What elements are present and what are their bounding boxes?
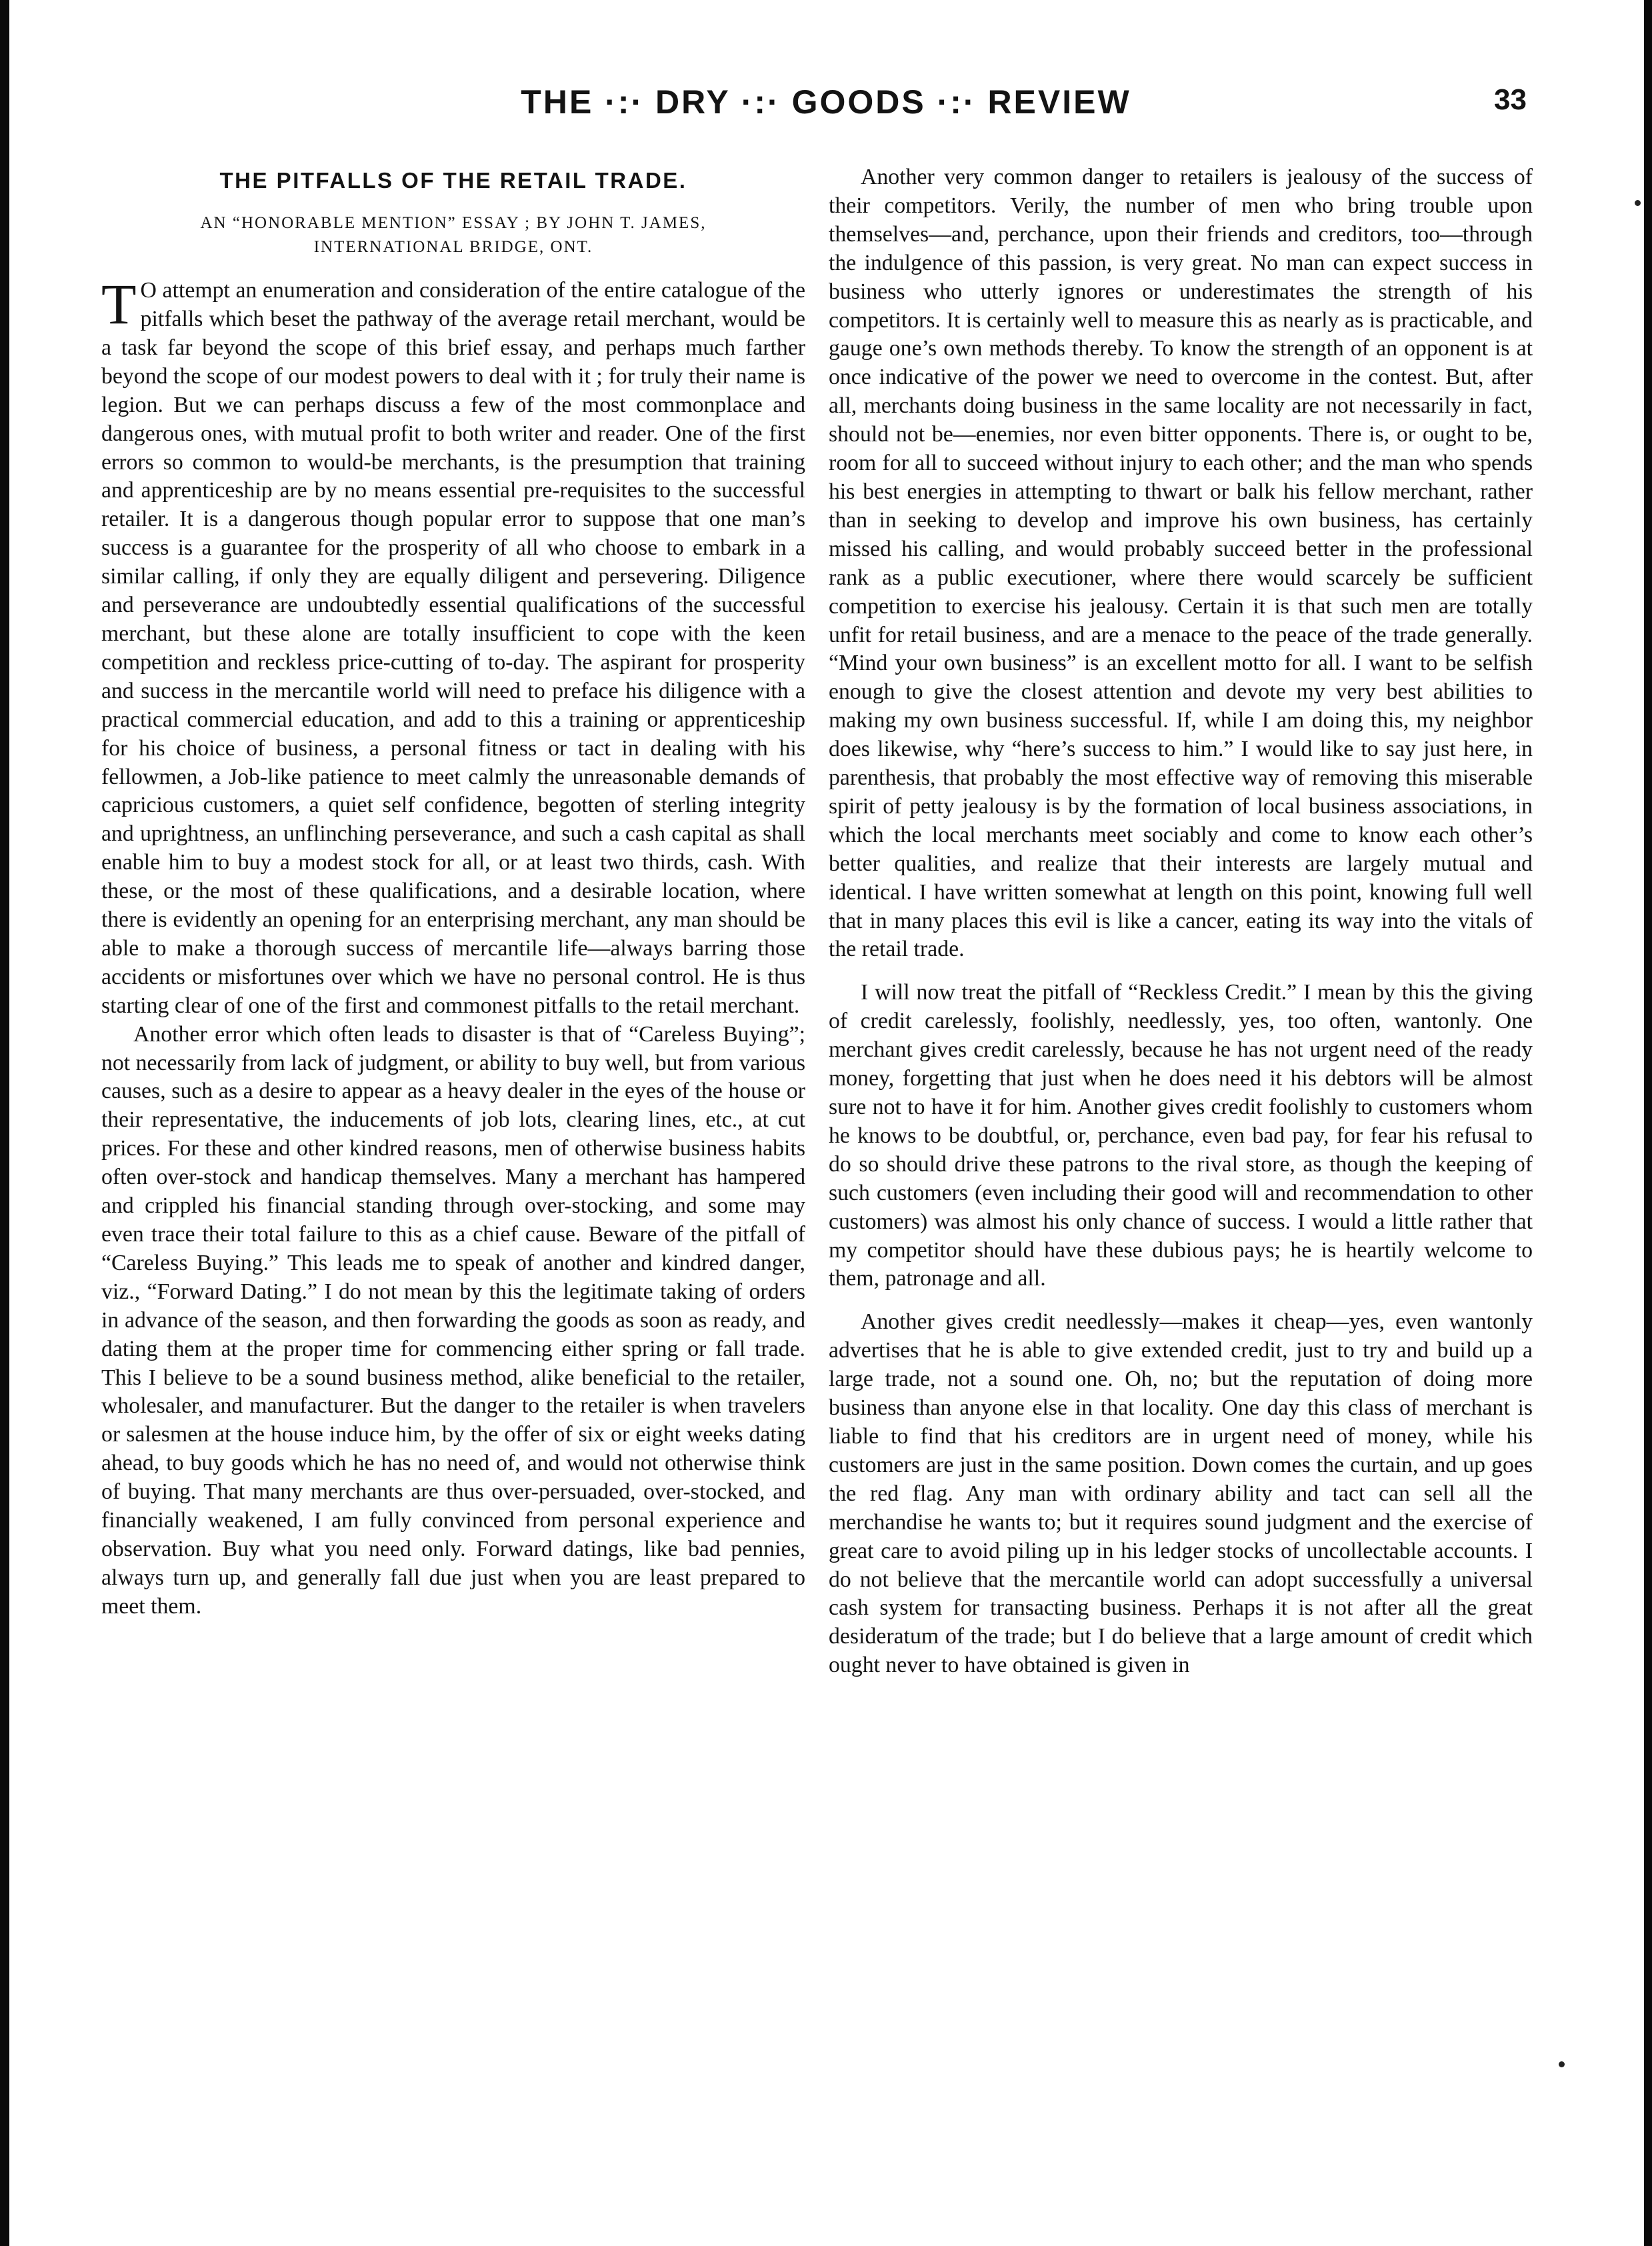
right-column <box>829 163 1533 1680</box>
scan-edge-left <box>0 0 9 2246</box>
byline <box>101 211 805 260</box>
essay-paragraph: Another error which often leads to disaster is that of “Careless Buying”; not necessarily from lack of judgment, or ability to buy well, but from various causes, such as a desire to appear as a heavy dealer in the eyes of the house or their representative, the inducements of job lots, clearing lines, etc., at cut prices. For these and other kindred reasons, men of otherwise business habits often over-stock and handicap themselves. Many a merchant has hampered and crippled his financial standing through over-stocking, and some may even trace their total failure to this as a chief cause. Beware of the pitfall of “Careless Buying.” This leads me to speak of another and kindred danger, viz., “Forward Dating.” I do not mean by this the legitimate taking of orders in advance of the season, and then forwarding the goods as soon as ready, and dating them at the proper time for commencing either spring or fall trade. This I believe to be a sound business method, alike beneficial to the retailer, wholesaler, and manufacturer. But the danger to the retailer is when travelers or salesmen at the house induce him, by the offer of six or eight weeks dating ahead, to buy goods which he has no need of, and would not otherwise think of buying. That many merchants are thus over-persuaded, over-stocked, and financially weakened, I am fully convinced from personal experience and observation. Buy what you need only. Forward datings, like bad pennies, always turn up, and generally fall due just when you are least prepared to meet them. <box>101 1021 805 1619</box>
essay-paragraph: I will now treat the pitfall of “Reckless Credit.” I mean by this the giving of credit carelessly, foolishly, needlessly, yes, too often, wantonly. One merchant gives credit carelessly, because he has not urgent need of the ready money, forgetting that just when he does need it his debtors will be almost sure not to have it for him. Another gives credit foolishly to customers whom he knows to be doubtful, or, perchance, even bad pay, for fear his refusal to do so should drive these patrons to the rival store, as though the keeping of such customers (even including their good will and recommendation to other customers) was almost his only chance of success. I would a little rather that my competitor should have these dubious pays; he is heartily welcome to them, patronage and all. <box>829 980 1533 1291</box>
essay-paragraph <box>101 272 805 1021</box>
byline-line-2: INTERNATIONAL BRIDGE, ONT. <box>313 237 593 256</box>
page-number: 33 <box>1494 83 1527 116</box>
scan-speck <box>1559 2061 1565 2067</box>
running-head: THE ·:· DRY ·:· GOODS ·:· REVIEW <box>521 83 1131 121</box>
left-column <box>101 163 805 1621</box>
byline-line-1: AN “HONORABLE MENTION” ESSAY ; BY JOHN T. JAMES, <box>200 213 707 232</box>
essay-paragraph: Another very common danger to retailers is jealousy of the success of their competitors. Verily, the number of men who bring trouble upon themselves—and, perchance, upon their friends and creditors, too—through the indulgence of this passion, is very great. No man can expect success in business who utterly ignores or underestimates the strength of his competitors. It is certainly well to measure this as nearly as is practicable, and gauge one’s own methods thereby. To know the strength of an opponent is at once indicative of the power we need to overcome in the contest. But, after all, merchants doing business in the same locality are not necessarily in fact, should not be—enemies, nor even bitter opponents. There is, or ought to be, room for all to succeed without injury to each other; and the man who spends his best energies in attempting to thwart or balk his fellow merchant, rather than in seeking to develop and improve his own business, has certainly missed his calling, and would probably succeed better in the professional rank as a public executioner, where there would scarcely be sufficient competition to exercise his jealousy. Certain it is that such men are totally unfit for retail business, and are a menace to the peace of the trade generally. “Mind your own business” is an excellent motto for all. I want to be selfish enough to give the closest attention and devote my very best abilities to making my own business successful. If, while I am doing this, my neighbor does likewise, why “here’s success to him.” I would like to say just here, in parenthesis, that probably the most effective way of removing this miserable spirit of petty jealousy is by the formation of local business associations, in which the local merchants meet sociably and come to know each other’s better qualities, and realize that their interests are largely mutual and identical. I have written somewhat at length on this point, knowing full well that in many places this evil is like a cancer, eating its way into the vitals of the retail trade. <box>829 165 1533 962</box>
scan-edge-right <box>1644 0 1652 2246</box>
scan-speck <box>1635 200 1641 206</box>
paragraph-text: O attempt an enumeration and consideration of the entire catalogue of the pitfalls which beset the pathway of the average retail merchant, would be a task far beyond the scope of this brief essay, and perhaps much farther beyond the scope of our modest powers to deal with it ; for truly their name is legion. But we can perhaps discuss a few of the most commonplace and dangerous ones, with mutual profit to both writer and reader. One of the first errors so common to would-be merchants, is the presumption that training and apprenticeship are by no means essential pre-requisites to the successful retailer. It is a dangerous though popular error to suppose that one man’s success is a guarantee for the prosperity of all who choose to embark in a similar calling, if only they are equally diligent and persevering. Diligence and perseverance are undoubtedly essential qualifications of the successful merchant, but these alone are totally insufficient to cope with the keen competition and reckless price-cutting of to-day. The aspirant for prosperity and success in the mercantile world will need to preface his diligence with a practical commercial education, and add to this a training or apprenticeship for his choice of business, a personal fitness or tact in dealing with his fellowmen, a Job-like patience to meet calmly the unreasonable demands of capricious customers, a quiet self confidence, begotten of sterling integrity and uprightness, an unflinching perseverance, and such a cash capital as shall enable him to buy a modest stock for all, or at least two thirds, cash. With these, or the most of these qualifications, and a desirable location, where there is evidently an opening for an enterprising merchant, any man should be able to make a thorough success of mercantile life—always barring those accidents or misfortunes over which we have no personal control. He is thus starting clear of one of the first and commonest pitfalls to the retail merchant. <box>101 278 805 1018</box>
drop-cap: T <box>101 272 137 337</box>
essay-paragraph: Another gives credit needlessly—makes it cheap—yes, even wantonly advertises that he is able to give extended credit, just to try and build up a large trade, not a sound one. Oh, no; but the reputation of doing more business than anyone else in that locality. One day this class of merchant is liable to find that his creditors are in urgent need of money, while his customers are just in the same position. Down comes the curtain, and up goes the red flag. Any man with ordinary ability and tact can sell all the merchandise he wants to; but it requires sound judgment and the exercise of great care to avoid piling up in his ledger stocks of uncollectable accounts. I do not believe that the mercantile world can adopt successfully a universal cash system for transacting business. Perhaps it is not after all the great desideratum of the trade; but I do believe that a large amount of credit which ought never to have obtained is given in <box>829 1309 1533 1678</box>
essay-title: THE PITFALLS OF THE RETAIL TRADE. <box>219 168 687 193</box>
